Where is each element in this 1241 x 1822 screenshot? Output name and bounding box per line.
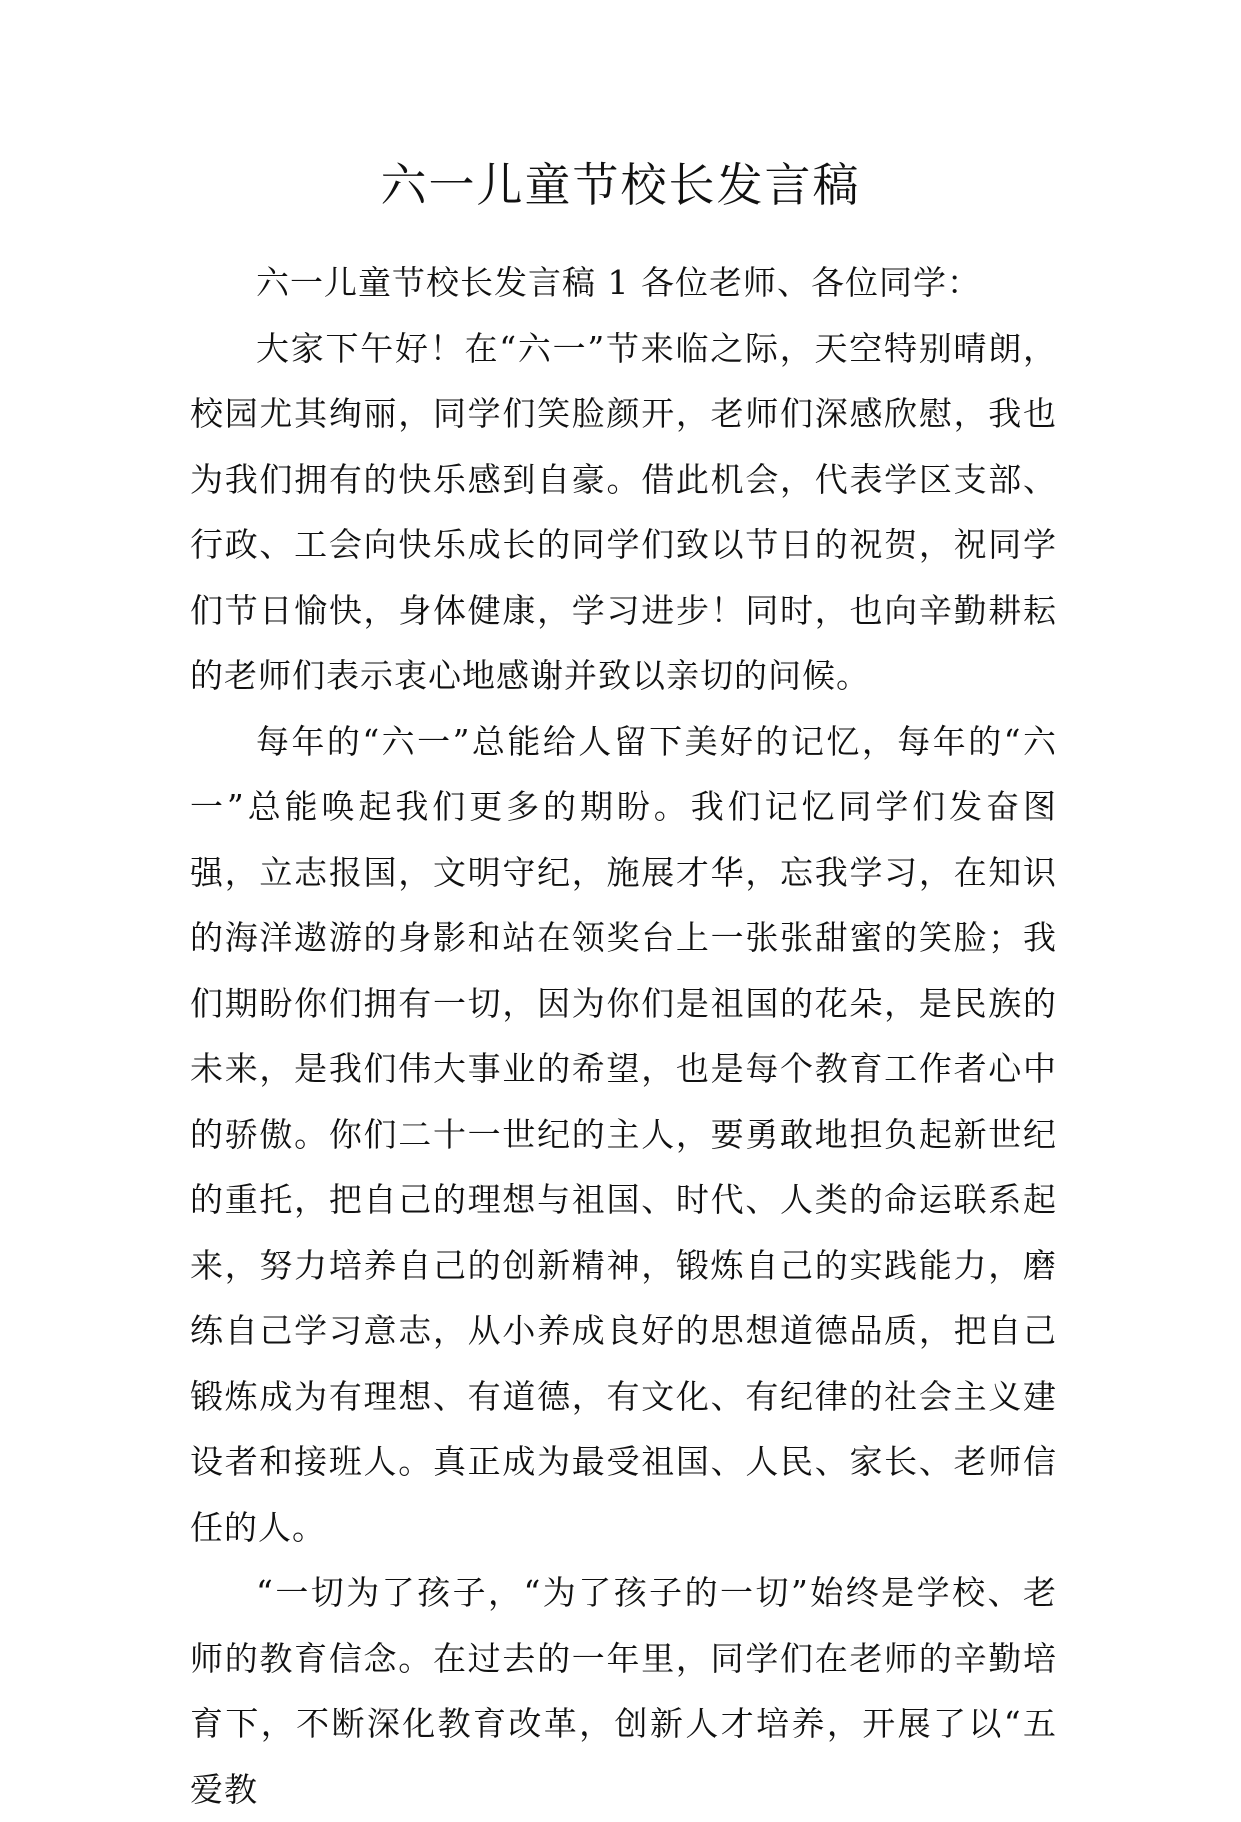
paragraph-education-belief: “一切为了孩子，“为了孩子的一切”始终是学校、老师的教育信念。在过去的一年里，同学们在老师的辛勤培育下，不断深化教育改革，创新人才培养，开展了以“五爱教 [190, 1573, 1057, 1809]
document-body [190, 250, 1057, 1822]
paragraph-opening: 大家下午好！在“六一”节来临之际，天空特别晴朗，校园尤其绚丽，同学们笑脸颜开，老师们深感欣慰，我也为我们拥有的快乐感到自豪。借此机会，代表学区支部、行政、工会向快乐成长的同学们致以节日的祝贺，祝同学们节日愉快，身体健康，学习进步！同时，也向辛勤耕耘的老师们表示衷心地感谢并致以亲切的问候。 [190, 328, 1057, 695]
document-title: 六一儿童节校长发言稿 [380, 158, 861, 212]
paragraph-expectations: 每年的“六一”总能给人留下美好的记忆，每年的“六一”总能唤起我们更多的期盼。我们记忆同学们发奋图强，立志报国，文明守纪，施展才华，忘我学习，在知识的海洋遨游的身影和站在领奖台上一张张甜蜜的笑脸；我们期盼你们拥有一切，因为你们是祖国的花朵，是民族的未来，是我们伟大事业的希望，也是每个教育工作者心中的骄傲。你们二十一世纪的主人，要勇敢地担负起新世纪的重托，把自己的理想与祖国、时代、人类的命运联系起来，努力培养自己的创新精神，锻炼自己的实践能力，磨练自己学习意志，从小养成良好的思想道德品质，把自己锻炼成为有理想、有道德，有文化、有纪律的社会主义建设者和接班人。真正成为最受祖国、人民、家长、老师信任的人。 [190, 721, 1057, 1547]
paragraph-greeting: 六一儿童节校长发言稿 1 各位老师、各位同学： [256, 263, 981, 302]
